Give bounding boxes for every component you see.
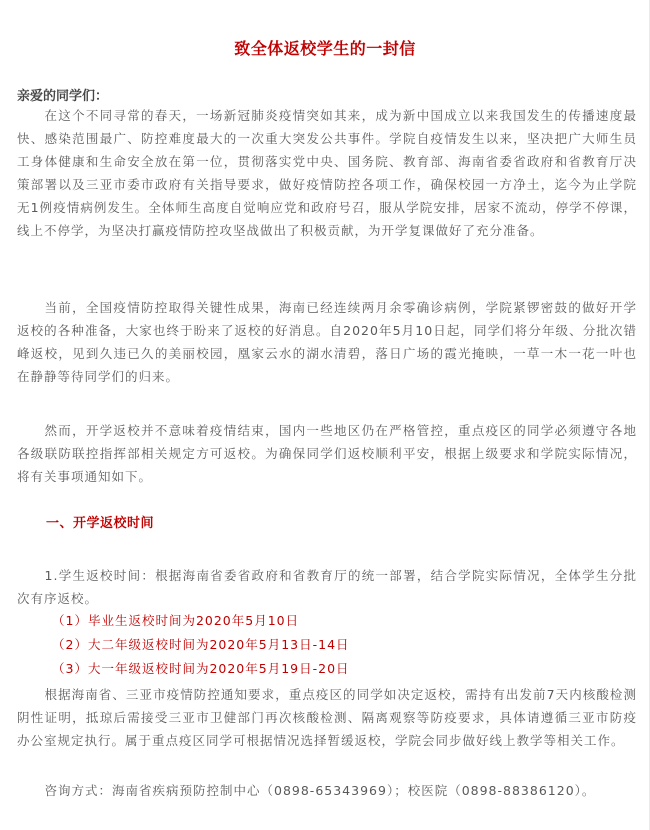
paragraph-epidemic-requirements: 根据海南省、三亚市疫情防控通知要求，重点疫区的同学如决定返校，需持有出发前7天内核酸检测阴性证明，抵琼后需接受三亚市卫健部门再次核酸检测、隔离观察等防疫要求，具体请遵循三亚市防疫办公室规定执行。属于重点疫区同学可根据情况选择暂缓返校，学院会同步做好线上教学等相关工作。: [17, 687, 637, 748]
schedule-item-sophomores: （2）大二年级返校时间为2020年5月13日-14日: [52, 637, 350, 652]
salutation: 亲爱的同学们：: [17, 89, 109, 104]
paragraph-current-situation: 当前，全国疫情防控取得关键性成果，海南已经连续两月余零确诊病例，学院紧锣密鼓的做好开学返校的各种准备，大家也终于盼来了返校的好消息。自2020年5月10日起，同学们将分年级、分批次错峰返校，见到久违已久的美丽校园，凰家云水的湖水清碧，落日广场的霞光掩映，一草一木一花一叶也在静静等待同学们的归来。: [17, 300, 637, 384]
schedule-item-freshmen: （3）大一年级返校时间为2020年5月19日-20日: [52, 661, 350, 676]
schedule-item-graduates: （1）毕业生返校时间为2020年5月10日: [52, 613, 300, 628]
paragraph-intro: 在这个不同寻常的春天，一场新冠肺炎疫情突如其来，成为新中国成立以来我国发生的传播速度最快、感染范围最广、防控难度最大的一次重大突发公共事件。学院自疫情发生以来，坚决把广大师生员工身体健康和生命安全放在第一位，贯彻落实党中央、国务院、教育部、海南省委省政府和省教育厅决策部署以及三亚市委市政府有关指导要求，做好疫情防控各项工作，确保校园一方净土，迄今为止学院无1例疫情病例发生。全体师生高度自觉响应党和政府号召，服从学院安排，居家不流动，停学不停课，线上不停学，为坚决打赢疫情防控攻坚战做出了积极贡献，为开学复课做好了充分准备。: [17, 108, 637, 238]
page-title: 致全体返校学生的一封信: [234, 39, 416, 58]
section-heading-return-time: 一、开学返校时间: [46, 516, 155, 531]
contact-info: 咨询方式：海南省疾病预防控制中心（0898-65343969）；校医院（0898-88386120）。: [44, 783, 596, 798]
paragraph-notice: 然而，开学返校并不意味着疫情结束，国内一些地区仍在严格管控，重点疫区的同学必须遵守各地各级联防联控指挥部相关规定方可返校。为确保同学们返校顺利平安，根据上级要求和学院实际情况，将有关事项通知如下。: [17, 423, 637, 484]
item-return-time: 1.学生返校时间：根据海南省委省政府和省教育厅的统一部署，结合学院实际情况，全体学生分批次有序返校。: [17, 568, 637, 606]
